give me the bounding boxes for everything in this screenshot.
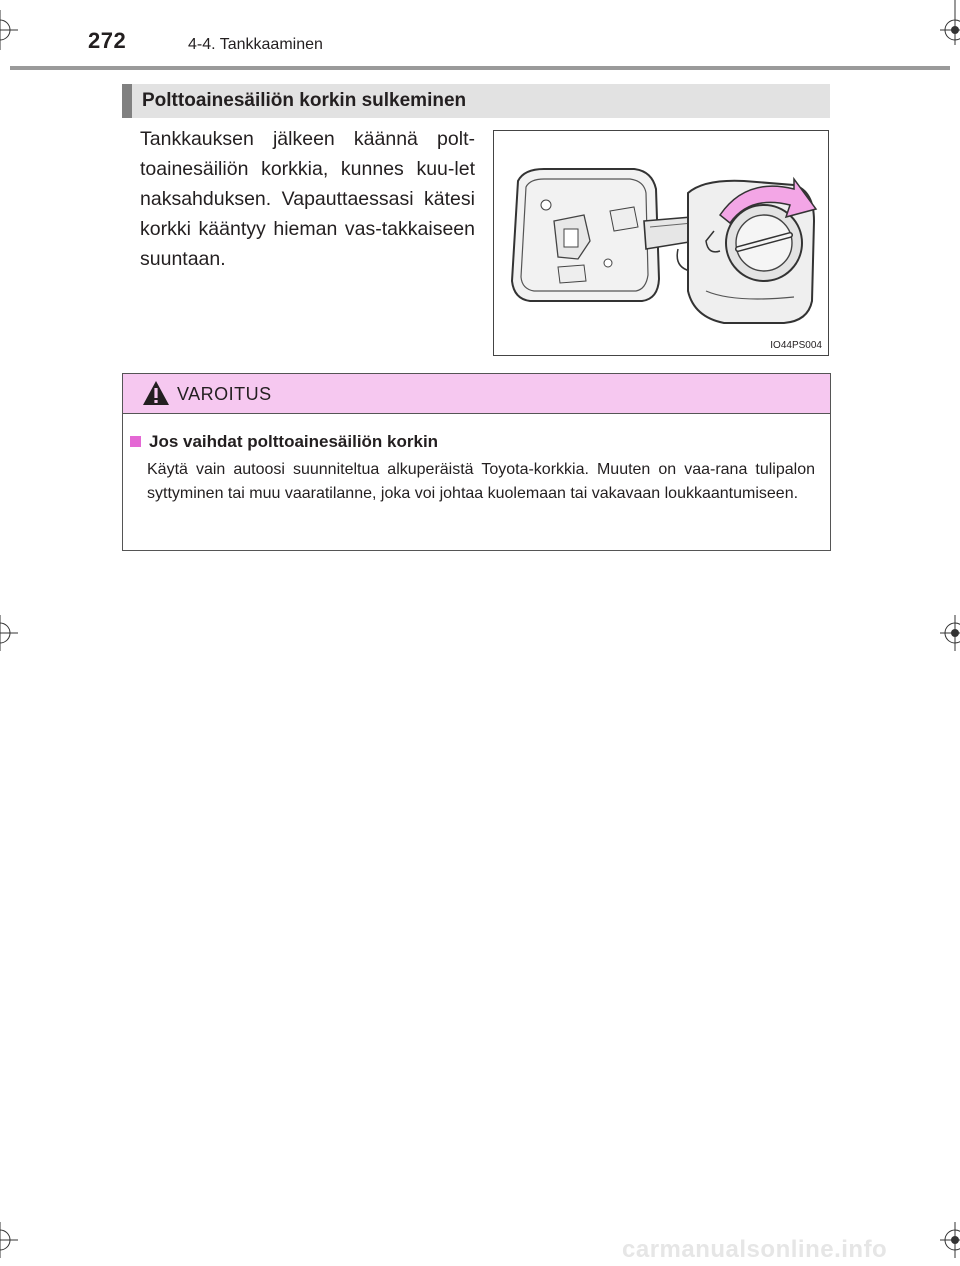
chapter-title: 4-4. Tankkaaminen	[188, 36, 323, 53]
warning-text: Käytä vain autoosi suunniteltua alkuperäistä Toyota-korkkia. Muuten on vaa-rana tulipalon syttyminen tai muu vaaratilanne, joka voi johtaa kuolemaan tai vakavaan loukkaantumiseen.	[147, 461, 815, 502]
figure-code: IO44PS004	[770, 340, 822, 351]
warning-title: VAROITUS	[177, 384, 272, 404]
section-title: Polttoainesäiliön korkin sulkeminen	[142, 90, 467, 111]
watermark: carmanualsonline.info	[622, 1236, 888, 1263]
body-paragraph: Tankkauksen jälkeen käännä polt-toainesäiliön korkkia, kunnes kuu-let naksahduksen. Vapauttaessasi kätesi korkki kääntyy hieman vas-takkaiseen suuntaan.	[140, 128, 475, 270]
page-number: 272	[88, 28, 127, 53]
warning-heading: Jos vaihdat polttoainesäiliön korkin	[149, 432, 439, 451]
